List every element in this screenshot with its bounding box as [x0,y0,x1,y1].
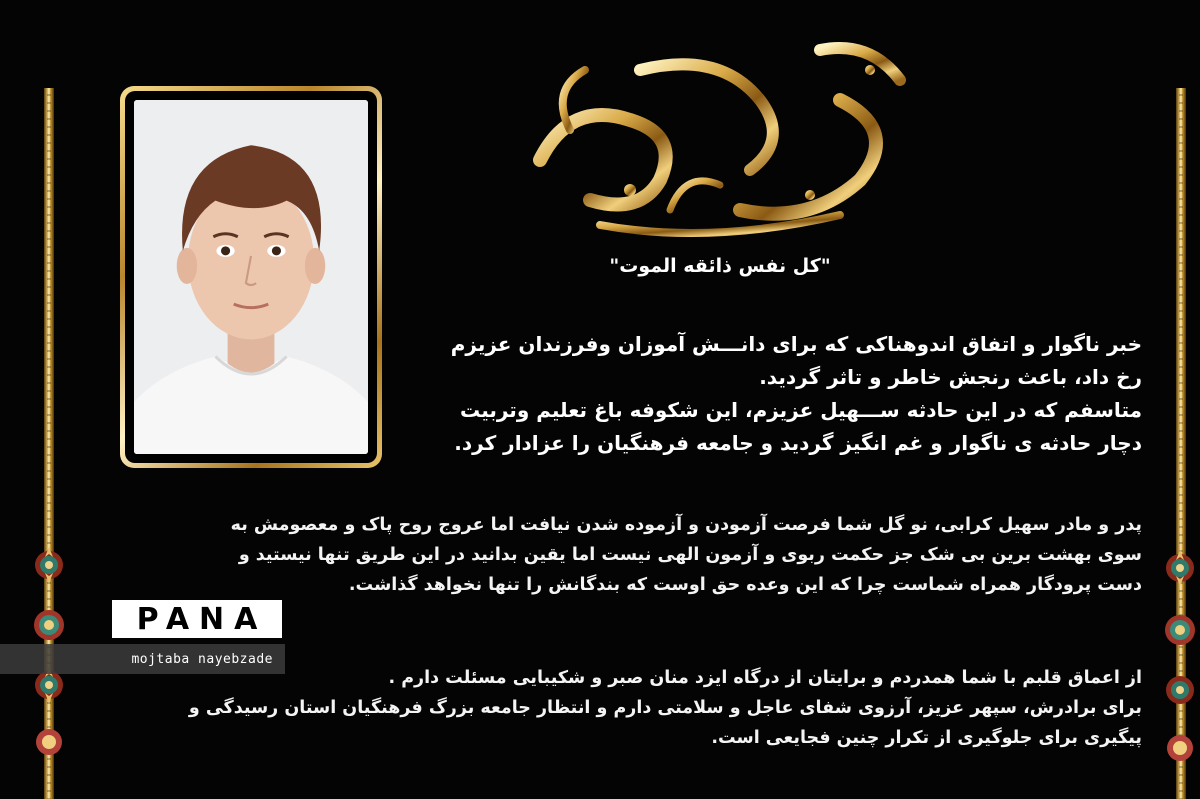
ornament-icon [1160,728,1200,768]
credit-text: mojtaba nayebzade [131,651,273,667]
text-line: پیگیری برای جلوگیری از تکرار چنین فجایعی است. [711,728,1142,748]
ornament-icon [29,545,69,585]
parents-message-paragraph [132,510,1142,600]
child-portrait-photo [134,100,368,454]
text-line: خبر ناگوار و اتفاق اندوهناکی که برای دانـــش آموزان وفرزندان عزیزم [450,332,1142,356]
text-line: برای برادرش، سپهر عزیز، آرزوی شفای عاجل و سلامتی دارم و انتظار جامعه بزرگ فرهنگیان استان رسیدگی و [188,698,1142,718]
condolence-paragraph [132,663,1142,753]
ornament-icon [29,722,69,762]
ornament-icon [29,605,69,645]
photo-credit [0,644,285,674]
text-line: رخ داد، باعث رنجش خاطر و تاثر گردید. [759,365,1142,389]
text-line: متاسفم که در این حادثه ســـهیل عزیزم، این شکوفه باغ تعلیم وتربیت [460,398,1142,422]
text-line: از اعماق قلبم با شما همدردم و برایتان از درگاه ایزد منان صبر و شکیبایی مسئلت دارم . [388,668,1142,688]
news-paragraph [422,328,1142,460]
text-line: دچار حادثه ی ناگوار و غم انگیز گردید و جامعه فرهنگیان را عزادار کرد. [454,431,1142,455]
verse-quote: "کل نفس ذائقه الموت" [609,255,831,277]
ornament-icon [1160,670,1200,710]
gold-calligraphy-emblem [510,10,930,240]
text-line: پدر و مادر سهیل کرابی، نو گل شما فرصت آزمودن و آزموده شدن نیافت اما عروج روح پاک و معصومش به [230,515,1142,535]
logo-text: PANA [136,601,268,637]
ornament-icon [1160,548,1200,588]
photo-frame [120,86,382,468]
pana-logo [112,600,282,638]
text-line: سوی بهشت برین بی شک جز حکمت ربوی و آزمون الهی نیست اما یقین بدانید در این طریق تنها نیستید و [238,545,1142,565]
ornament-icon [1160,610,1200,650]
text-line: دست پرودگار همراه شماست چرا که این وعده حق اوست که بندگانش را تنها نخواهد گذاشت. [348,575,1142,595]
